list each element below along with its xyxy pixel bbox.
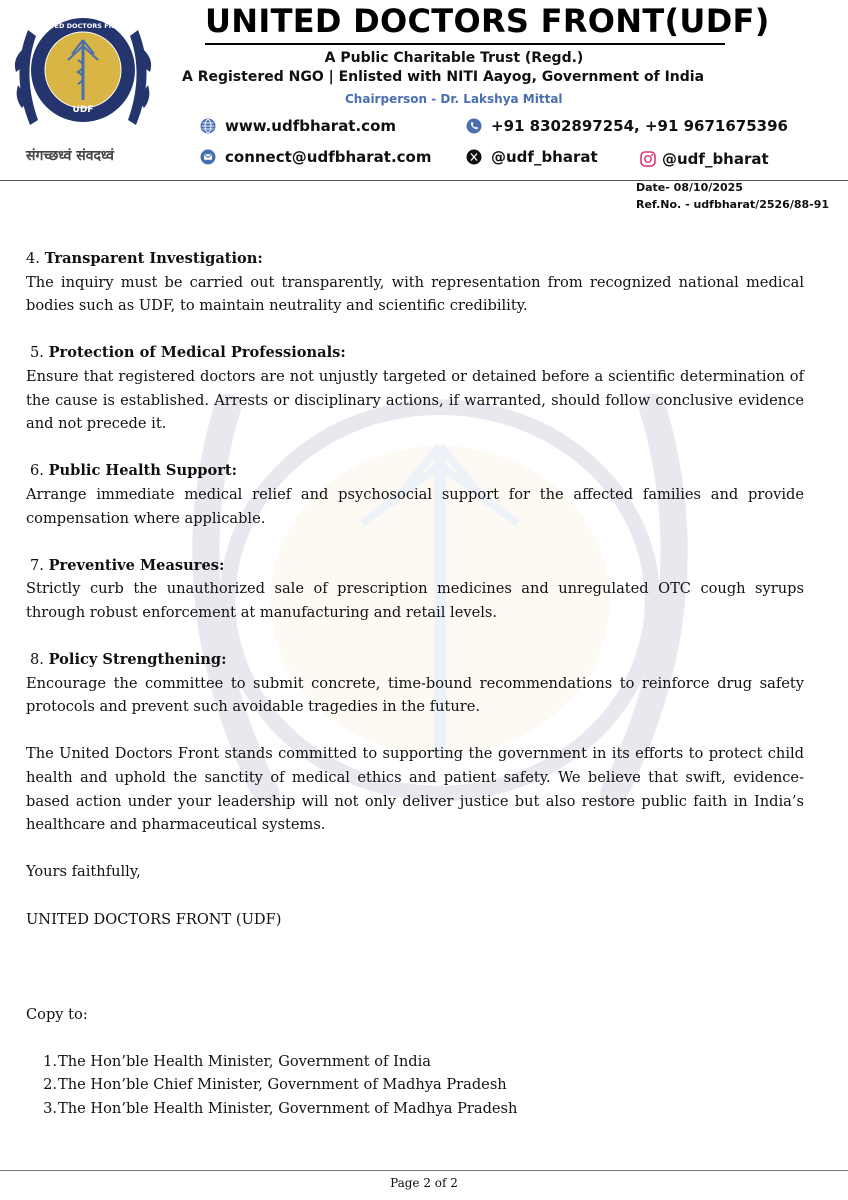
point-body: Ensure that registered doctors are not unjustly targeted or detained before a scientific determination of the cause is established. Arrests or disciplinary actions, if warranted, should follow conclusive evidence and not precede it. <box>26 367 804 433</box>
list-item-number: 2. <box>43 1076 57 1094</box>
point-body: Arrange immediate medical relief and psychosocial support for the affected families and provide compensation where applicable. <box>26 485 804 527</box>
phone-numbers[interactable]: +91 8302897254, +91 9671675396 <box>491 117 788 135</box>
signoff: Yours faithfully, <box>26 863 141 881</box>
point-protection-medical-professionals <box>26 341 804 435</box>
list-item <box>26 1097 804 1121</box>
list-item-text: The Hon’ble Chief Minister, Government of Madhya Pradesh <box>58 1076 507 1094</box>
point-number: 7. <box>30 556 44 574</box>
letterhead <box>0 0 848 180</box>
point-body: Strictly curb the unauthorized sale of prescription medicines and unregulated OTC cough syrups through robust enforcement at manufacturing and retail levels. <box>26 580 804 621</box>
point-heading: Transparent Investigation: <box>44 250 263 267</box>
list-item <box>26 1073 804 1097</box>
list-item-text: The Hon’ble Health Minister, Government of Madhya Pradesh <box>58 1100 518 1117</box>
list-item <box>26 1050 804 1074</box>
point-number: 8. <box>30 651 44 669</box>
point-preventive-measures <box>26 554 804 625</box>
instagram-contact[interactable] <box>640 150 769 168</box>
copy-to-list <box>26 1050 804 1121</box>
closing-paragraph: The United Doctors Front stands committed to supporting the government in its efforts to protect child health and uphold the sanctity of medical ethics and patient safety. We believe that swift, evidence-based action under your leadership will not only deliver justice but also restore public faith in India’s healthcare and pharmaceutical systems. <box>26 745 804 834</box>
mail-icon <box>200 149 216 165</box>
email-link[interactable]: connect@udfbharat.com <box>225 148 432 166</box>
phone-icon <box>466 118 482 134</box>
reference-number: Ref.No. - udfbharat/2526/88-91 <box>636 198 830 211</box>
ngo-line: A Registered NGO | Enlisted with NITI Aayog, Government of India <box>182 69 705 85</box>
copy-to-label: Copy to: <box>26 1006 88 1024</box>
globe-icon <box>200 118 216 134</box>
list-item-number: 3. <box>43 1100 57 1117</box>
page-number: Page 2 of 2 <box>390 1176 458 1190</box>
website-link[interactable]: www.udfbharat.com <box>225 117 397 135</box>
point-number: 6. <box>30 462 44 480</box>
x-twitter-icon <box>466 149 482 165</box>
point-policy-strengthening <box>26 648 804 719</box>
chairperson: Chairperson - Dr. Lakshya Mittal <box>345 92 563 106</box>
letter-date: Date- 08/10/2025 <box>636 181 743 194</box>
point-heading: Public Health Support: <box>48 462 238 480</box>
email-contact[interactable] <box>200 148 431 166</box>
title-underline <box>205 43 725 45</box>
org-title: UNITED DOCTORS FRONT(UDF) <box>205 2 770 40</box>
footer-divider <box>0 1170 848 1171</box>
point-transparent-investigation <box>26 247 804 318</box>
signatory: UNITED DOCTORS FRONT (UDF) <box>26 910 282 928</box>
point-number: 5. <box>30 344 44 362</box>
point-heading: Protection of Medical Professionals: <box>48 344 346 362</box>
trust-line: A Public Charitable Trust (Regd.) <box>324 50 584 66</box>
point-public-health-support <box>26 459 804 530</box>
point-body: The inquiry must be carried out transparently, with representation from recognized national medical bodies such as UDF, to maintain neutrality and scientific credibility. <box>26 273 804 315</box>
website-contact[interactable] <box>200 117 396 135</box>
letter-body <box>26 247 804 1135</box>
instagram-icon <box>640 151 656 167</box>
x-handle[interactable]: @udf_bharat <box>491 148 598 166</box>
list-item-number: 1. <box>43 1052 57 1070</box>
instagram-handle[interactable]: @udf_bharat <box>662 150 769 168</box>
logo-udf-text: UDF <box>72 105 94 115</box>
x-contact[interactable] <box>466 148 598 166</box>
point-heading: Preventive Measures: <box>48 556 225 574</box>
sanskrit-tagline: संगच्छध्वं संवदध्वं <box>26 148 114 164</box>
point-body: Encourage the committee to submit concrete, time-bound recommendations to reinforce drug safety protocols and prevent such avoidable tragedies in the future. <box>26 674 804 716</box>
logo-ring-text: UNITED DOCTORS FRONT <box>36 22 130 30</box>
point-number: 4. <box>26 250 40 267</box>
udf-logo <box>8 0 158 150</box>
phone-contact[interactable] <box>466 117 788 135</box>
list-item-text: The Hon’ble Health Minister, Government of India <box>58 1052 431 1070</box>
point-heading: Policy Strengthening: <box>48 651 227 669</box>
